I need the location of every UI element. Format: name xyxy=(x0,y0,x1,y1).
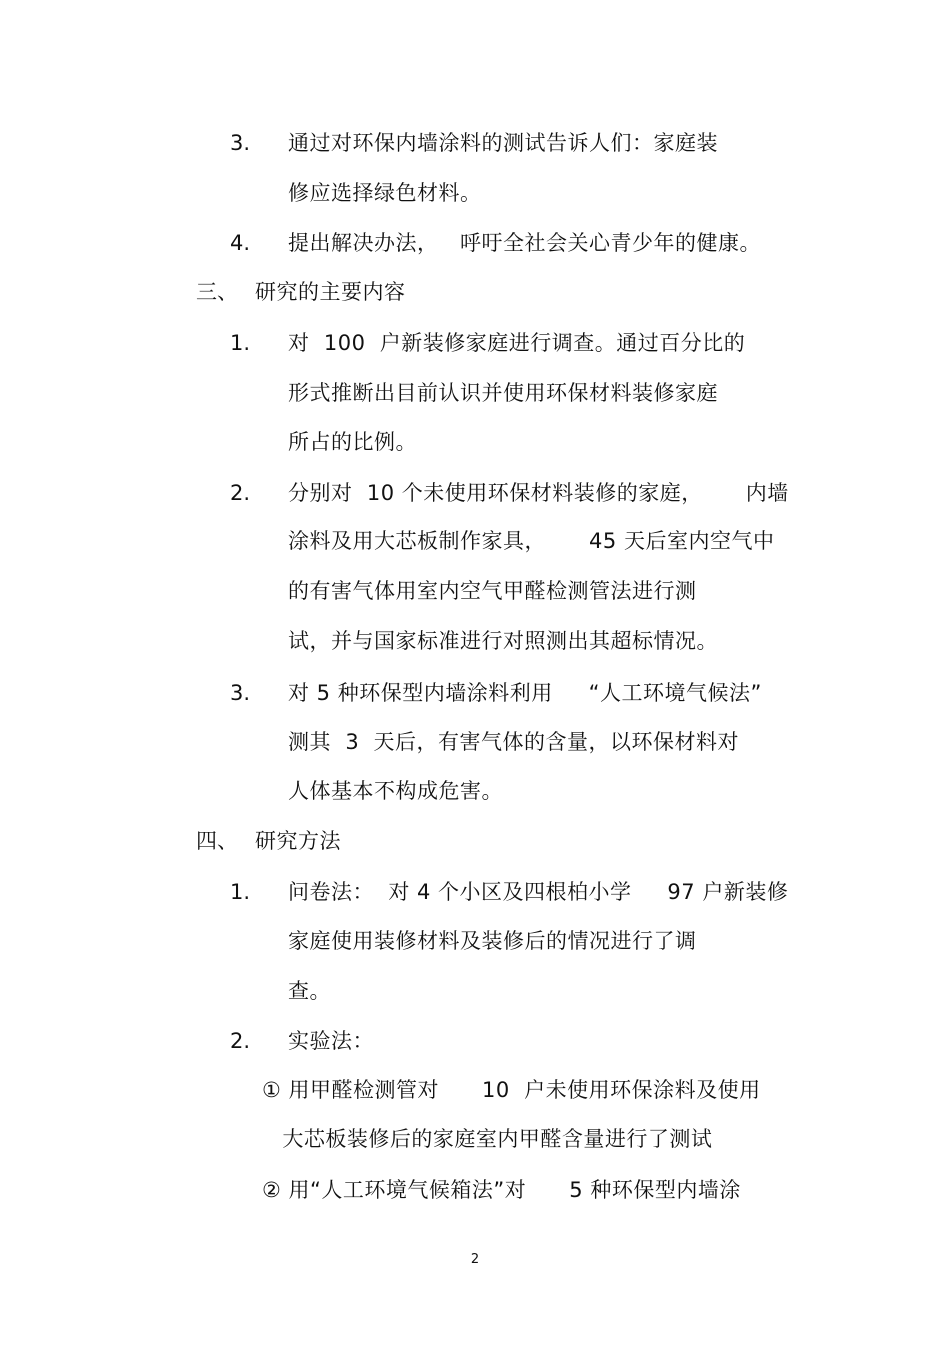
list-item-line: 问卷法： 对 4 个小区及四根柏小学 97 户新装修 xyxy=(288,880,789,904)
list-marker: 3. xyxy=(230,131,251,155)
list-item-line: 涂料及用大芯板制作家具， 45 天后室内空气中 xyxy=(288,529,775,553)
list-item-line: 人体基本不构成危害。 xyxy=(288,779,503,803)
list-item-line: 对 5 种环保型内墙涂料利用 “人工环境气候法” xyxy=(288,681,762,705)
list-item-line: 修应选择绿色材料。 xyxy=(288,181,482,205)
section-marker: 四、 xyxy=(196,829,238,853)
list-item-line: 提出解决办法， 呼吁全社会关心青少年的健康。 xyxy=(288,231,762,255)
section-heading: 研究的主要内容 xyxy=(255,280,406,304)
section-heading: 研究方法 xyxy=(255,829,341,853)
list-item-line: 对 100 户新装修家庭进行调查。通过百分比的 xyxy=(288,331,746,355)
section-marker: 三、 xyxy=(196,280,238,304)
list-item-line: 形式推断出目前认识并使用环保材料装修家庭 xyxy=(288,381,718,405)
list-marker: 2. xyxy=(230,1029,251,1053)
sub-item-line: ② 用“人工环境气候箱法”对 5 种环保型内墙涂 xyxy=(262,1178,741,1202)
list-item-line: 实验法： xyxy=(288,1029,374,1053)
list-marker: 1. xyxy=(230,331,251,355)
list-item-line: 分别对 10 个未使用环保材料装修的家庭， 内墙 xyxy=(288,481,789,505)
list-item-line: 的有害气体用室内空气甲醛检测管法进行测 xyxy=(288,579,697,603)
list-item-line: 测其 3 天后，有害气体的含量，以环保材料对 xyxy=(288,730,740,754)
list-marker: 3. xyxy=(230,681,251,705)
list-item-line: 查。 xyxy=(288,979,331,1003)
list-marker: 1. xyxy=(230,880,251,904)
list-marker: 4. xyxy=(230,231,251,255)
list-item-line: 试，并与国家标准进行对照测出其超标情况。 xyxy=(288,629,718,653)
list-marker: 2. xyxy=(230,481,251,505)
list-item-line: 通过对环保内墙涂料的测试告诉人们：家庭装 xyxy=(288,131,718,155)
sub-item-line: 大芯板装修后的家庭室内甲醛含量进行了测试 xyxy=(268,1127,713,1151)
list-item-line: 所占的比例。 xyxy=(288,430,417,454)
list-item-line: 家庭使用装修材料及装修后的情况进行了调 xyxy=(288,929,697,953)
sub-item-line: ① 用甲醛检测管对 10 户未使用环保涂料及使用 xyxy=(262,1078,761,1102)
page-number: 2 xyxy=(470,1252,480,1267)
